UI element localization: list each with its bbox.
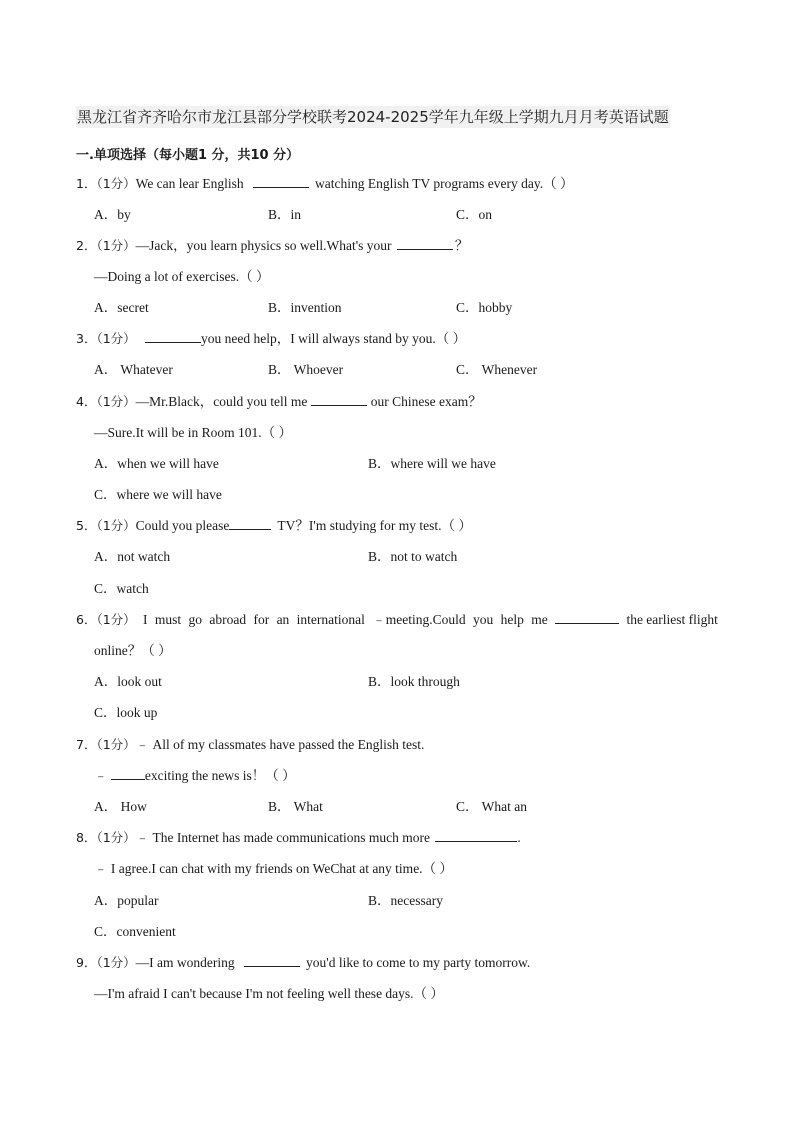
page-title: 黑龙江省齐齐哈尔市龙江县部分学校联考2024-2025学年九年级上学期九月月考英语试题	[77, 108, 669, 126]
question-6	[76, 611, 718, 629]
question-word: international	[296, 612, 365, 627]
question-text: ﹣ All of my classmates have passed the English test.	[135, 737, 425, 752]
option-b: B． What	[268, 799, 323, 814]
option-b: B．necessary	[368, 893, 443, 908]
option-b: B．not to watch	[368, 549, 458, 564]
option-a: A．secret	[94, 300, 149, 315]
dialogue-reply	[94, 767, 296, 785]
answer-blank	[435, 829, 517, 842]
option-a: A．when we will have	[94, 456, 219, 471]
option-c: C．hobby	[456, 300, 513, 315]
question-word: me	[531, 612, 548, 627]
question-word: must	[154, 612, 182, 627]
question-9	[76, 954, 530, 972]
question-1	[76, 175, 573, 193]
option-a: A． How	[94, 799, 147, 814]
option-c: C．where we will have	[94, 487, 222, 502]
answer-blank	[397, 237, 453, 250]
question-text: ？	[454, 238, 469, 253]
option-c: C． What an	[456, 799, 527, 814]
dialogue-reply: ﹣ I agree.I can chat with my friends on WeChat at any time.（ ）	[94, 861, 453, 876]
section-heading: 一.单项选择（每小题1 分，共10 分）	[76, 148, 300, 163]
question-continuation: online？（ ）	[94, 643, 172, 658]
question-text: Could you please	[135, 518, 230, 533]
question-word: for	[253, 612, 270, 627]
option-b: B．where will we have	[368, 456, 496, 471]
dialogue-reply: —Sure.It will be in Room 101.（ ）	[94, 425, 292, 440]
question-7	[76, 736, 424, 754]
question-number: 2．（1分）	[76, 238, 136, 253]
question-text: you'd like to come to my party tomorrow.	[306, 955, 531, 970]
answer-blank	[111, 767, 145, 780]
question-text: —Jack，you learn physics so well.What's your	[135, 238, 392, 253]
question-number: 5．（1分）	[76, 518, 136, 533]
question-text: ﹣ The Internet has made communications much more	[135, 830, 430, 845]
question-text: —I am wondering	[135, 955, 235, 970]
question-number: 7．（1分）	[76, 737, 136, 752]
question-word: an	[276, 612, 290, 627]
question-word: abroad	[209, 612, 247, 627]
question-text: our Chinese exam？	[370, 394, 482, 409]
answer-blank	[253, 175, 309, 188]
question-number: 3．（1分）	[76, 331, 136, 346]
question-text: you need help，I will always stand by you.（ ）	[201, 331, 467, 346]
option-c: C．look up	[94, 705, 158, 720]
option-a: A．by	[94, 207, 131, 222]
option-a: A． Whatever	[94, 362, 173, 377]
option-b: B．look through	[368, 674, 460, 689]
answer-blank	[311, 393, 367, 406]
option-c: C．convenient	[94, 924, 176, 939]
question-word: go	[188, 612, 202, 627]
option-c: C．watch	[94, 581, 149, 596]
question-text: watching English TV programs every day.（ ）	[315, 176, 574, 191]
answer-blank	[145, 330, 201, 343]
reply-dash: ﹣	[94, 768, 108, 783]
option-c: C． Whenever	[456, 362, 538, 377]
question-text: We can lear English	[135, 176, 244, 191]
question-number: 9．（1分）	[76, 955, 136, 970]
option-b: B． Whoever	[268, 362, 344, 377]
question-word: you	[473, 612, 494, 627]
reply-text: exciting the news is！（ ）	[144, 768, 296, 783]
option-a: A．popular	[94, 893, 159, 908]
question-4	[76, 393, 482, 411]
option-b: B．invention	[268, 300, 342, 315]
dialogue-reply: —Doing a lot of exercises.（ ）	[94, 269, 270, 284]
answer-blank	[229, 517, 271, 530]
question-text: .	[517, 830, 521, 845]
option-a: A．not watch	[94, 549, 171, 564]
question-2	[76, 237, 468, 255]
question-number: 6．（1分）	[76, 612, 136, 627]
dialogue-reply: —I'm afraid I can't because I'm not feeling well these days.（ ）	[94, 986, 444, 1001]
answer-blank	[555, 611, 619, 624]
question-word: help	[500, 612, 524, 627]
answer-blank	[244, 954, 300, 967]
question-word: ﹣meeting.Could	[372, 612, 466, 627]
question-5	[76, 517, 472, 535]
question-text: the earliest flight	[626, 612, 718, 627]
question-number: 1．（1分）	[76, 176, 136, 191]
question-text: —Mr.Black，could you tell me	[135, 394, 308, 409]
question-3	[76, 330, 466, 348]
question-8	[76, 829, 521, 847]
question-word: I	[143, 612, 148, 627]
question-number: 4．（1分）	[76, 394, 136, 409]
option-b: B．in	[268, 207, 302, 222]
option-a: A．look out	[94, 674, 162, 689]
option-c: C．on	[456, 207, 493, 222]
question-text: TV？I'm studying for my test.（ ）	[277, 518, 472, 533]
question-number: 8．（1分）	[76, 830, 136, 845]
